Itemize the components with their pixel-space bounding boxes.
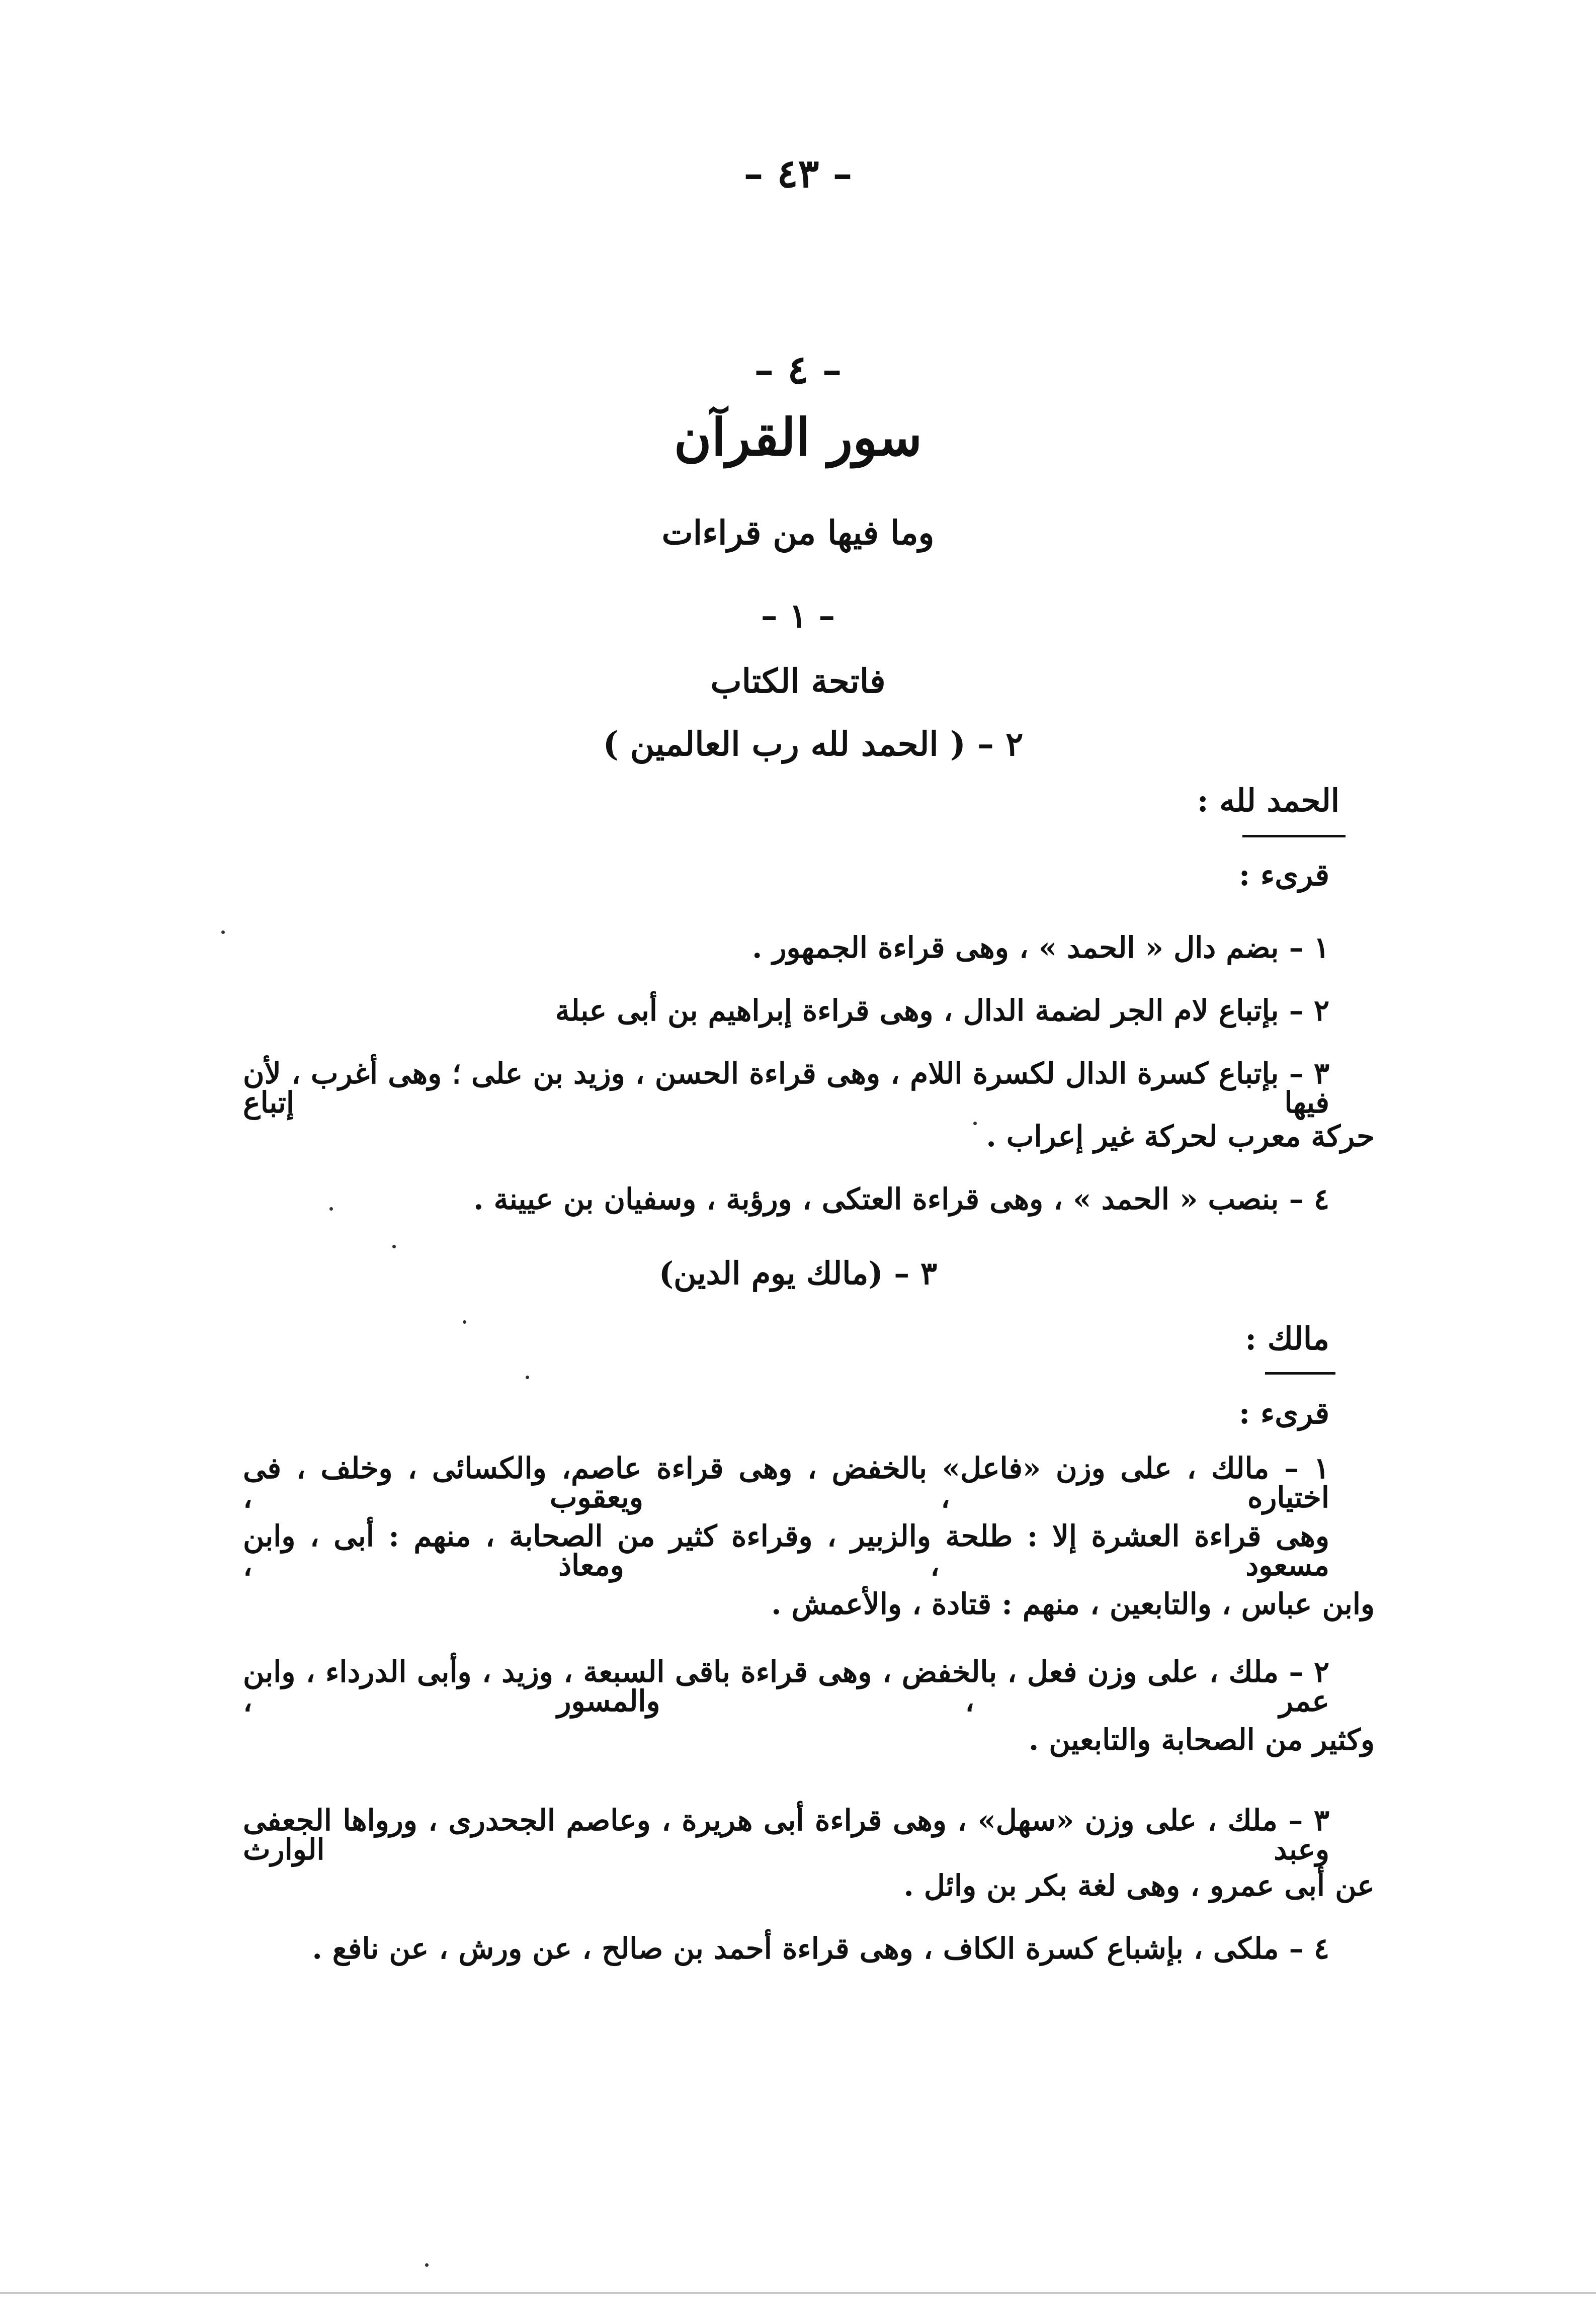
scan-speck — [973, 1122, 977, 1125]
reading-line: ١ – بضم دال « الحمد » ، وهى قراءة الجمهور . — [752, 930, 1329, 965]
reading-line: ٢ – بإتباع لام الجر لضمة الدال ، وهى قراءة إبراهيم بن أبى عبلة — [555, 993, 1329, 1028]
surah-number: – ١ – — [761, 596, 835, 635]
reading-label: قرىء : — [1239, 1396, 1329, 1431]
reading-line: ٣ – بإتباع كسرة الدال لكسرة اللام ، وهى قراءة الحسن ، وزيد بن على ؛ وهى أغرب ، لأن فيها إتباع — [243, 1056, 1329, 1120]
scan-speck — [425, 2263, 429, 2267]
reading-line: عن أبى عمرو ، وهى لغة بكر بن وائل . — [903, 1868, 1375, 1903]
page-bottom-edge — [0, 2292, 1596, 2294]
page-number: – ٤٣ – — [743, 151, 853, 197]
chapter-title: سور القرآن — [674, 407, 922, 468]
reading-line: ٢ – ملك ، على وزن فعل ، بالخفض ، وهى قراءة باقى السبعة ، وزيد ، وأبى الدرداء ، وابن عمر ، والمسور ، — [243, 1655, 1329, 1718]
scan-speck — [526, 1376, 529, 1379]
word-heading: مالك : — [1245, 1320, 1329, 1357]
reading-line: وابن عباس ، والتابعين ، منهم : قتادة ، والأعمش . — [771, 1587, 1375, 1621]
chapter-subtitle: وما فيها من قراءات — [661, 513, 935, 552]
surah-name: فاتحة الكتاب — [710, 661, 886, 701]
reading-line: ٤ – ملكى ، بإشباع كسرة الكاف ، وهى قراءة أحمد بن صالح ، عن ورش ، عن نافع . — [312, 1931, 1329, 1966]
word-heading: الحمد لله : — [1197, 782, 1339, 819]
scan-speck — [329, 1207, 333, 1211]
reading-line: وهى قراءة العشرة إلا : طلحة والزبير ، وقراءة كثير من الصحابة ، منهم : أبى ، وابن مسعود ، ومعاذ ، — [243, 1519, 1329, 1582]
verse-heading: ٣ – (مالك يوم الدين) — [658, 1255, 938, 1292]
reading-line: وكثير من الصحابة والتابعين . — [1029, 1723, 1375, 1757]
reading-line: ١ – مالك ، على وزن «فاعل» بالخفض ، وهى قراءة عاصم، والكسائى ، وخلف ، فى اختياره ، ويعقوب ، — [243, 1451, 1329, 1514]
word-heading-underline — [1242, 835, 1346, 837]
reading-line: ٣ – ملك ، على وزن «سهل» ، وهى قراءة أبى هريرة ، وعاصم الجحدرى ، ورواها الجعفى وعبد الوارث — [243, 1803, 1329, 1866]
chapter-number: – ٤ – — [754, 347, 842, 393]
word-heading-underline — [1265, 1372, 1335, 1375]
verse-heading: ٢ – ( الحمد لله رب العالمين ) — [603, 724, 1024, 763]
scan-speck — [392, 1245, 396, 1248]
reading-label: قرىء : — [1239, 858, 1329, 893]
scan-speck — [463, 1320, 466, 1324]
scan-speck — [221, 930, 225, 934]
reading-line: حركة معرب لحركة غير إعراب . — [986, 1119, 1375, 1153]
reading-line: ٤ – بنصب « الحمد » ، وهى قراءة العتكى ، ورؤبة ، وسفيان بن عيينة . — [473, 1182, 1329, 1216]
